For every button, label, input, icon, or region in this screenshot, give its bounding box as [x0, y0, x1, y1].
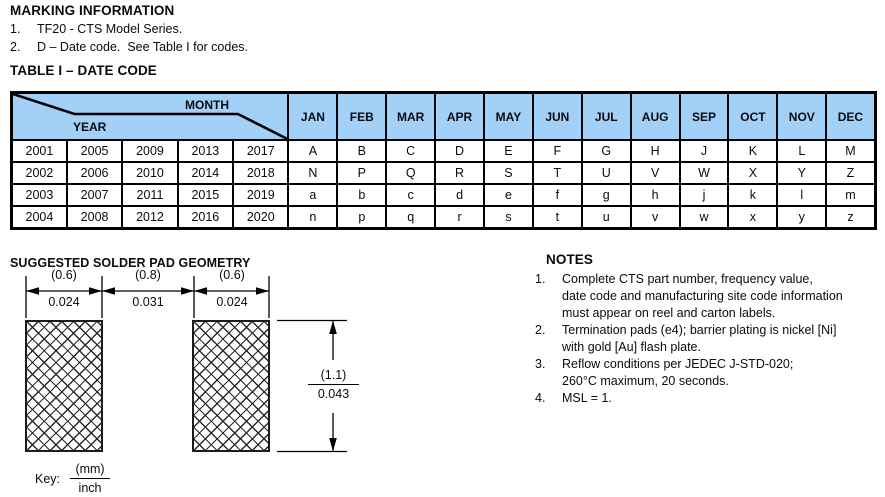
year-cell: 2014 — [178, 162, 233, 184]
month-header-mar: MAR — [386, 93, 435, 141]
date-code-row — [12, 140, 876, 162]
year-cell: 2003 — [12, 184, 67, 206]
code-cell: r — [435, 206, 484, 229]
code-cell: Z — [826, 162, 875, 184]
pad-gap-mm-label: (0.8) — [135, 268, 161, 282]
year-cell: 2018 — [233, 162, 288, 184]
item-text: TF20 - CTS Model Series. — [37, 22, 183, 36]
code-cell: X — [728, 162, 777, 184]
pad-width-inch-label: 0.024 — [216, 295, 248, 309]
note-line: with gold [Au] flash plate. — [562, 340, 701, 354]
code-cell: R — [435, 162, 484, 184]
table-title: TABLE I – DATE CODE — [10, 63, 157, 78]
year-cell: 2011 — [122, 184, 177, 206]
pad-width-mm-label: (0.6) — [219, 268, 245, 282]
year-cell: 2007 — [67, 184, 122, 206]
pad-height-inch-label: 0.043 — [317, 387, 350, 401]
year-cell: 2019 — [233, 184, 288, 206]
note-item — [535, 390, 883, 407]
month-header-jun: JUN — [533, 93, 582, 141]
note-line: date code and manufacturing site code information — [562, 289, 843, 303]
month-header-apr: APR — [435, 93, 484, 141]
note-line: Reflow conditions per JEDEC J-STD-020; — [562, 357, 794, 371]
item-number: 2. — [535, 323, 546, 337]
year-cell: 2008 — [67, 206, 122, 229]
code-cell: q — [386, 206, 435, 229]
year-cell: 2020 — [233, 206, 288, 229]
item-number: 1. — [10, 22, 21, 36]
year-cell: 2001 — [12, 140, 67, 162]
month-header-feb: FEB — [337, 93, 386, 141]
note-text — [562, 271, 883, 322]
year-cell: 2006 — [67, 162, 122, 184]
item-text: D – Date code. See Table I for codes. — [37, 40, 249, 54]
code-cell: L — [777, 140, 826, 162]
code-cell: p — [337, 206, 386, 229]
key-mm-label: (mm) — [75, 462, 105, 476]
code-cell: U — [582, 162, 631, 184]
year-cell: 2005 — [67, 140, 122, 162]
date-code-row — [12, 206, 876, 229]
code-cell: J — [680, 140, 729, 162]
solder-pad-geometry-title: SUGGESTED SOLDER PAD GEOMETRY — [10, 256, 251, 270]
code-cell: B — [337, 140, 386, 162]
code-cell: z — [826, 206, 875, 229]
notes-title: NOTES — [546, 252, 594, 267]
right-solder-pad — [192, 320, 270, 452]
month-header-jul: JUL — [582, 93, 631, 141]
table-header-row — [12, 93, 876, 141]
code-cell: t — [533, 206, 582, 229]
note-item — [535, 356, 883, 390]
month-axis-label: MONTH — [185, 98, 229, 112]
note-text — [562, 322, 883, 356]
year-cell: 2013 — [178, 140, 233, 162]
code-cell: d — [435, 184, 484, 206]
code-cell: f — [533, 184, 582, 206]
code-cell: F — [533, 140, 582, 162]
year-cell: 2009 — [122, 140, 177, 162]
note-item — [535, 271, 883, 322]
code-cell: W — [680, 162, 729, 184]
code-cell: A — [288, 140, 337, 162]
note-text — [562, 356, 883, 390]
code-cell: v — [631, 206, 680, 229]
month-year-corner-cell — [12, 93, 289, 141]
code-cell: h — [631, 184, 680, 206]
code-cell: Q — [386, 162, 435, 184]
notes-list — [535, 271, 883, 407]
units-key — [35, 462, 113, 495]
year-cell: 2016 — [178, 206, 233, 229]
pad-height-dimension — [305, 368, 362, 401]
code-cell: k — [728, 184, 777, 206]
code-cell: N — [288, 162, 337, 184]
code-cell: u — [582, 206, 631, 229]
item-number: 2. — [10, 40, 21, 54]
item-number: 1. — [535, 272, 546, 286]
pad-width-inch-label: 0.024 — [48, 295, 80, 309]
year-cell: 2017 — [233, 140, 288, 162]
month-header-dec: DEC — [826, 93, 875, 141]
code-cell: c — [386, 184, 435, 206]
code-cell: l — [777, 184, 826, 206]
note-line: Termination pads (e4); barrier plating is nickel [Ni] — [562, 323, 837, 337]
code-cell: P — [337, 162, 386, 184]
code-cell: V — [631, 162, 680, 184]
code-cell: n — [288, 206, 337, 229]
code-cell: w — [680, 206, 729, 229]
marking-information-list — [10, 20, 248, 56]
year-cell: 2012 — [122, 206, 177, 229]
code-cell: g — [582, 184, 631, 206]
notes-section — [535, 252, 883, 407]
note-line: MSL = 1. — [562, 391, 612, 405]
diagonal-divider — [13, 94, 287, 139]
key-inch-label: inch — [78, 481, 102, 495]
code-cell: a — [288, 184, 337, 206]
marking-item — [10, 38, 248, 56]
item-number: 4. — [535, 391, 546, 405]
month-header-aug: AUG — [631, 93, 680, 141]
code-cell: Y — [777, 162, 826, 184]
year-cell: 2015 — [178, 184, 233, 206]
code-cell: G — [582, 140, 631, 162]
code-cell: m — [826, 184, 875, 206]
code-cell: E — [484, 140, 533, 162]
item-number: 3. — [535, 357, 546, 371]
code-cell: j — [680, 184, 729, 206]
year-cell: 2010 — [122, 162, 177, 184]
pad-height-mm-label: (1.1) — [320, 368, 347, 382]
fraction-bar — [308, 384, 359, 385]
date-code-row — [12, 184, 876, 206]
code-cell: S — [484, 162, 533, 184]
note-line: Complete CTS part number, frequency value, — [562, 272, 813, 286]
code-cell: s — [484, 206, 533, 229]
left-solder-pad — [25, 320, 103, 452]
marking-information-section — [10, 3, 248, 56]
year-axis-label: YEAR — [73, 120, 107, 134]
marking-information-title: MARKING INFORMATION — [10, 3, 175, 18]
code-cell: T — [533, 162, 582, 184]
code-cell: M — [826, 140, 875, 162]
code-cell: x — [728, 206, 777, 229]
pad-width-mm-label: (0.6) — [51, 268, 77, 282]
code-cell: K — [728, 140, 777, 162]
code-cell: e — [484, 184, 533, 206]
month-header-nov: NOV — [777, 93, 826, 141]
note-line: must appear on reel and carton labels. — [562, 306, 776, 320]
month-header-jan: JAN — [288, 93, 337, 141]
solder-pad-geometry-section — [8, 250, 440, 497]
code-cell: D — [435, 140, 484, 162]
code-cell: y — [777, 206, 826, 229]
month-header-may: MAY — [484, 93, 533, 141]
date-code-table — [10, 91, 877, 230]
month-header-sep: SEP — [680, 93, 729, 141]
note-text — [562, 390, 883, 407]
note-item — [535, 322, 883, 356]
date-code-row — [12, 162, 876, 184]
note-line: 260°C maximum, 20 seconds. — [562, 374, 729, 388]
key-label: Key: — [35, 471, 61, 486]
year-cell: 2002 — [12, 162, 67, 184]
key-fraction — [67, 462, 113, 495]
code-cell: b — [337, 184, 386, 206]
year-cell: 2004 — [12, 206, 67, 229]
fraction-bar — [70, 478, 110, 479]
marking-item — [10, 20, 248, 38]
month-header-oct: OCT — [728, 93, 777, 141]
code-cell: H — [631, 140, 680, 162]
pad-gap-inch-label: 0.031 — [132, 295, 164, 309]
code-cell: C — [386, 140, 435, 162]
